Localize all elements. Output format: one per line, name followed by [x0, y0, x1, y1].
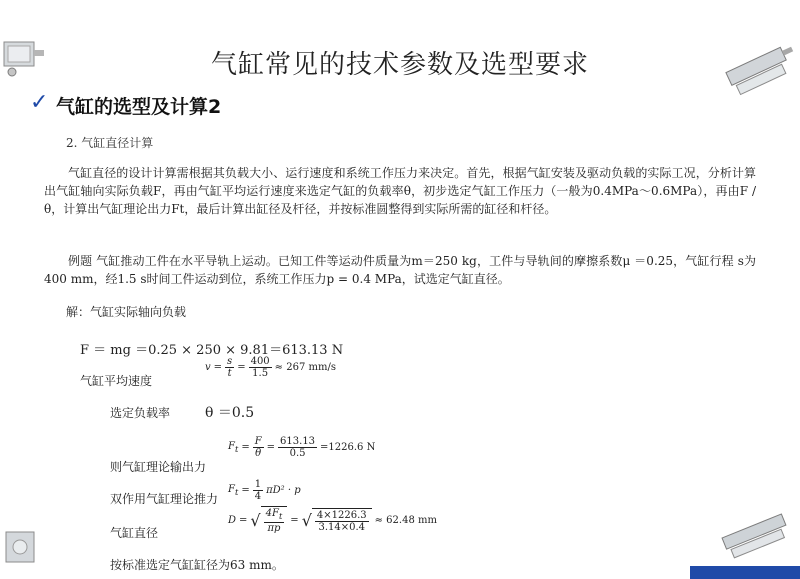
push-lhs-sub: t [234, 487, 239, 497]
cylinder-image-top-left [0, 34, 46, 80]
checkmark-icon: ✓ [30, 90, 49, 115]
speed-den2: 1.5 [252, 368, 269, 379]
push-tail: πD² · p [266, 485, 301, 496]
output-den2: 0.5 [289, 448, 306, 459]
push-den: 4 [254, 491, 262, 502]
output-den1: θ [255, 448, 262, 459]
cylinder-image-bottom-right [718, 504, 800, 568]
decorative-bar [690, 566, 800, 579]
diameter-formula: D = √ $\frac{4F_t}{\pi p}$ = √ $\frac{4\times 1226.3}{3.14\times 0.4}$ ≈ 62.48 mm [228, 508, 437, 534]
cylinder-image-bottom-left [0, 522, 44, 572]
speed-den1: t [227, 368, 232, 379]
push-num: 1 [254, 479, 262, 490]
page-title: 气缸常见的技术参数及选型要求 [210, 50, 589, 80]
output-force-label: 则气缸理论输出力 [110, 460, 207, 474]
speed-formula: v = $\frac{s}{t}$ = $\frac{400}{1.5}$ ≈ 267 mm/s [205, 356, 336, 379]
example-paragraph: 例题 气缸推动工件在水平导轨上运动。已知工件等运动件质量为m＝250 kg，工件与导轨间的摩擦系数μ ＝0.25，气缸行程 s为 400 mm，经1.5 s时间工件运动到位，系统工作压力p = 0.4 MPa，试选定气缸直径。 [44, 254, 756, 286]
section-subtitle: 气缸的选型及计算2 [56, 96, 222, 118]
load-equation: F ＝ mg ＝0.25 × 250 × 9.81＝613.13 N [80, 343, 344, 358]
output-num2: 613.13 [280, 436, 316, 447]
push-force-label: 双作用气缸理论推力 [110, 492, 219, 506]
diameter-num2: 4×1226.3 [316, 509, 367, 521]
push-force-formula: $F_t$ = $\frac{1}{4}$ πD² · p [228, 479, 301, 502]
intro-paragraph: 气缸直径的设计计算需根据其负载大小、运行速度和系统工作压力来决定。首先，根据气缸安装及驱动负载的实际工况，分析计算出气缸轴向实际负载F，再由气缸平均运行速度来选定气缸的负载率θ，初步选定气缸工作压力（一般为0.4MPa～0.6MPa），再由F / θ，计算出气缸理论出力Ft，最后计算出缸径及杆径，并按标准圆整得到实际所需的缸径和杆径。 [44, 166, 756, 216]
solution-heading: 解：气缸实际轴向负载 [66, 305, 187, 319]
load-rate-value: θ ＝0.5 [205, 405, 255, 421]
final-conclusion: 按标准选定气缸缸径为63 mm。 [110, 558, 284, 572]
diameter-result: ≈ 62.48 mm [374, 514, 437, 526]
speed-num1: s [227, 356, 233, 367]
diameter-label: 气缸直径 [110, 526, 159, 540]
speed-label: 气缸平均速度 [80, 374, 153, 388]
cylinder-image-top-right [720, 40, 800, 100]
diameter-num1-sub: t [278, 511, 283, 521]
output-result: =1226.6 N [320, 442, 376, 453]
speed-result: ≈ 267 mm/s [274, 362, 336, 373]
load-rate-label: 选定负载率 [110, 406, 171, 420]
output-lhs-sub: t [234, 444, 239, 454]
push-lhs: F [228, 484, 235, 495]
diameter-den1: πp [267, 523, 281, 534]
diameter-num1: 4F [265, 508, 279, 519]
output-num1: F [254, 436, 262, 447]
diameter-den2: 3.14×0.4 [318, 521, 366, 533]
output-lhs: F [228, 441, 235, 452]
diameter-lhs: D [228, 514, 237, 526]
speed-lhs: v [205, 362, 211, 373]
speed-num2: 400 [250, 356, 270, 367]
section-heading: 2. 气缸直径计算 [66, 136, 154, 150]
output-force-formula: $F_t$ = $\frac{F}{\theta}$ = $\frac{613.13}{0.5}$ =1226.6 N [228, 436, 376, 459]
